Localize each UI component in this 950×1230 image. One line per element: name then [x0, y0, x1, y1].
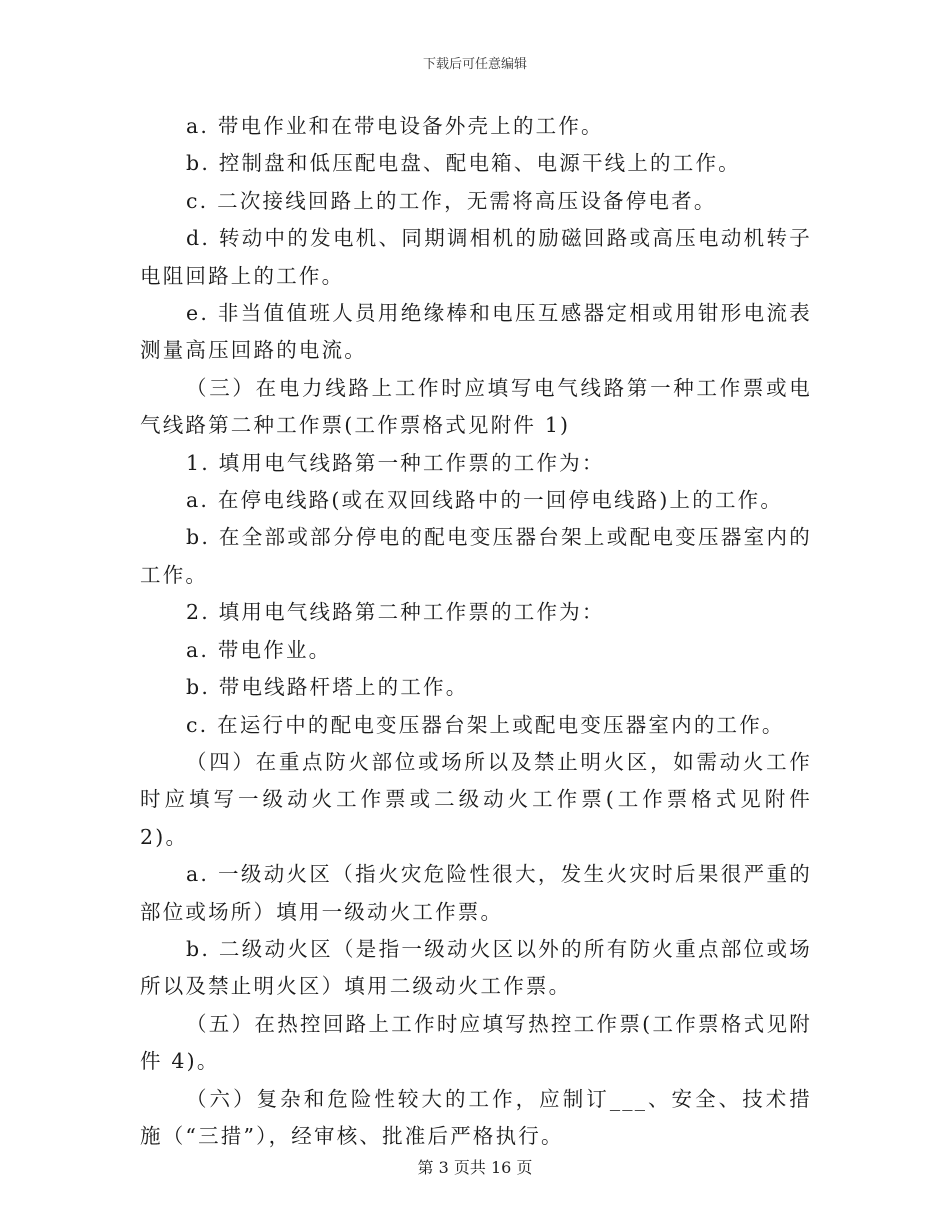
paragraph-line-ticket-1-heading: 1. 填用电气线路第一种工作票的工作为：: [186, 450, 605, 475]
page-header-note: 下载后可任意编辑: [422, 57, 527, 72]
document-body: [140, 108, 821, 1155]
paragraph-line-ticket-2-item-b: b. 带电线路杆塔上的工作。: [186, 675, 469, 700]
paragraph-line-ticket-1-item-b: b. 在全部或部分停电的配电变压器台架上或配电变压器室内的工作。: [140, 525, 812, 587]
paragraph-section-5-thermal-control: （五）在热控回路上工作时应填写热控工作票(工作票格式见附件 4)。: [140, 1011, 812, 1074]
paragraph-item-c-secondary-wiring: c. 二次接线回路上的工作，无需将高压设备停电者。: [186, 188, 717, 213]
paragraph-fire-level-2: b. 二级动火区（是指一级动火区以外的所有防火重点部位或场所以及禁止明火区）填用二级动火工作票。: [140, 936, 812, 999]
paragraph-section-4-fire-prevention: （四）在重点防火部位或场所以及禁止明火区，如需动火工作时应填写一级动火工作票或二级动火工作票(工作票格式见附件 2)。: [140, 749, 821, 849]
paragraph-line-ticket-2-heading: 2. 填用电气线路第二种工作票的工作为：: [186, 600, 605, 625]
paragraph-line-ticket-2-item-a: a. 带电作业。: [186, 637, 332, 662]
paragraph-line-ticket-2-item-c: c. 在运行中的配电变压器台架上或配电变压器室内的工作。: [186, 712, 785, 737]
paragraph-item-e-non-duty-personnel: e. 非当值值班人员用绝缘棒和电压互感器定相或用钳形电流表测量高压回路的电流。: [140, 301, 812, 363]
paragraph-line-ticket-1-item-a: a. 在停电线路(或在双回线路中的一回停电线路)上的工作。: [186, 488, 784, 513]
paragraph-item-a-live-work: a. 带电作业和在带电设备外壳上的工作。: [186, 114, 604, 138]
paragraph-fire-level-1: a. 一级动火区（指火灾危险性很大，发生火灾时后果很严重的部位或场所）填用一级动火工作票。: [140, 862, 812, 924]
paragraph-item-d-generator-excitation: d. 转动中的发电机、同期调相机的励磁回路或高压电动机转子电阻回路上的工作。: [140, 226, 812, 288]
paragraph-section-3-power-lines: （三）在电力线路上工作时应填写电气线路第一种工作票或电气线路第二种工作票(工作票格式见附件 1): [140, 375, 812, 438]
paragraph-section-6-complex-work: （六）复杂和危险性较大的工作，应制订___、安全、技术措施（“三措”），经审核、批准后严格执行。: [140, 1086, 812, 1148]
paragraph-item-b-control-panel: b. 控制盘和低压配电盘、配电箱、电源干线上的工作。: [186, 151, 741, 176]
page-number: 第 3 页共 16 页: [417, 1158, 533, 1177]
